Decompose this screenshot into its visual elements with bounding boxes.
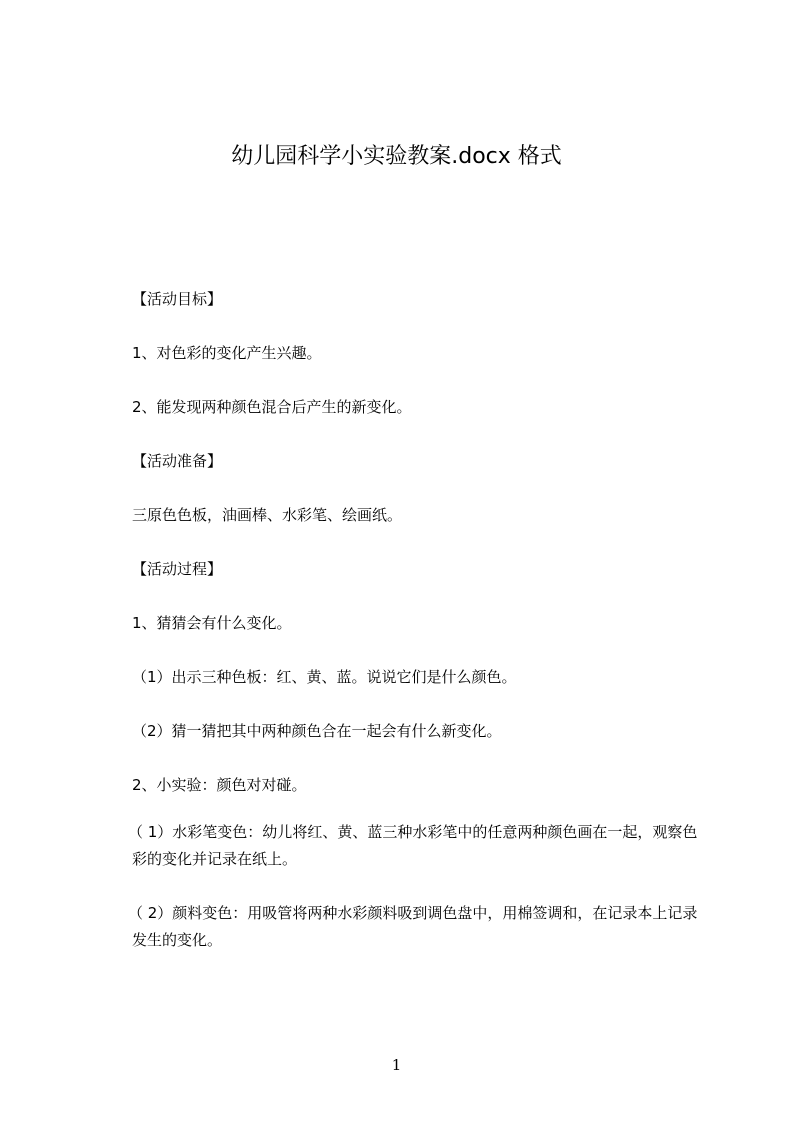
process-step-2: 2、小实验：颜色对对碰。: [132, 776, 307, 794]
document-title: 幼儿园科学小实验教案.docx 格式: [231, 144, 562, 169]
heading-activity-process: 【活动过程】: [132, 560, 223, 578]
process-step-1-sub-2: （2）猜一猜把其中两种颜色合在一起会有什么新变化。: [132, 722, 502, 740]
goal-item-2: 2、能发现两种颜色混合后产生的新变化。: [132, 398, 412, 416]
heading-activity-goals: 【活动目标】: [132, 290, 223, 308]
heading-activity-preparation: 【活动准备】: [132, 452, 223, 470]
page-number: 1: [391, 1056, 402, 1074]
process-step-1: 1、猜猜会有什么变化。: [132, 614, 292, 632]
goal-item-1: 1、对色彩的变化产生兴趣。: [132, 344, 322, 362]
process-step-2-sub-1: （ 1）水彩笔变色：幼儿将红、黄、蓝三种水彩笔中的任意两种颜色画在一起，观察色彩的变化并记录在纸上。: [128, 823, 698, 868]
preparation-materials: 三原色色板，油画棒、水彩笔、绘画纸。: [132, 506, 403, 524]
process-step-1-sub-1: （1）出示三种色板：红、黄、蓝。说说它们是什么颜色。: [132, 668, 517, 686]
process-step-2-sub-2: （ 2）颜料变色：用吸管将两种水彩颜料吸到调色盘中，用棉签调和，在记录本上记录发生的变化。: [128, 904, 698, 949]
